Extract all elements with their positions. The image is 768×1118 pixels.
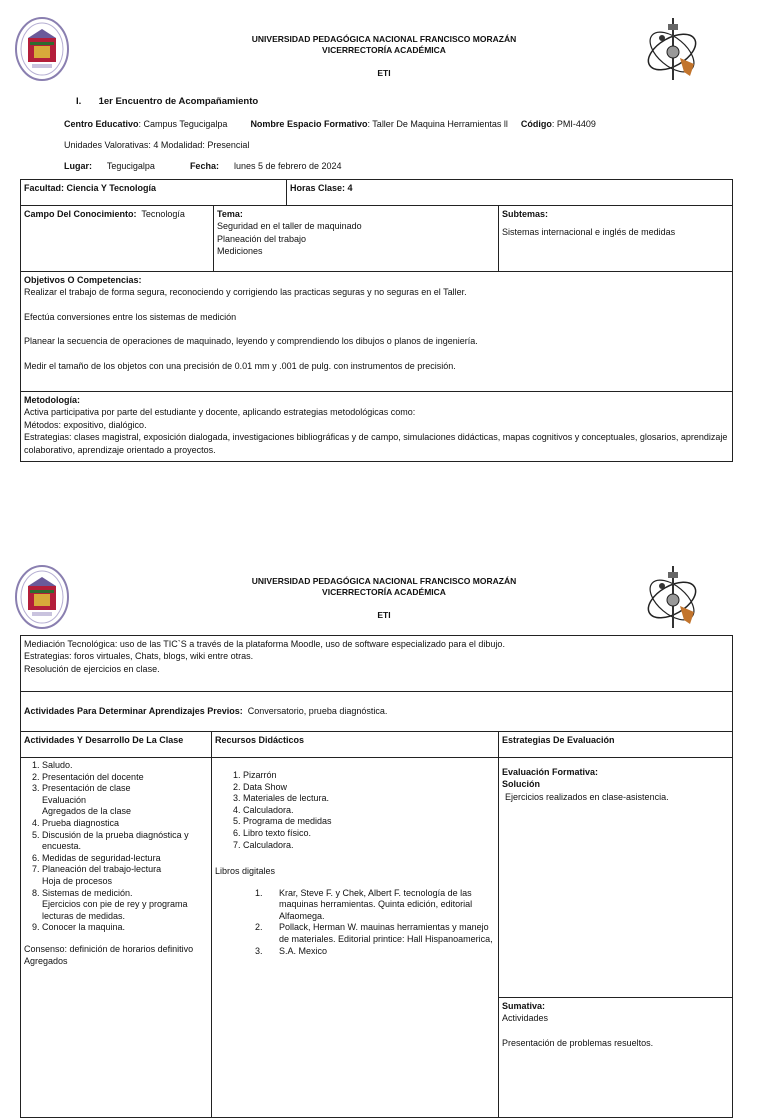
subtemas-cell: Subtemas: Sistemas internacional e inglés de medidas [499,206,733,272]
list-item: 3. S.A. Mexico [265,946,495,958]
eti-label: ETI [377,610,391,620]
info-line-3: Lugar: Tegucigalpa Fecha: lunes 5 de febrero de 2024 [64,161,342,171]
libros-list [215,888,495,958]
recursos-list [215,770,495,851]
list-item: 5. Programa de medidas [243,816,495,828]
section-title: 1er Encuentro de Acompañamiento [98,96,259,107]
list-item: 6. Medidas de seguridad-lectura [42,853,208,865]
list-item: 5. Discusión de la prueba diagnóstica y encuesta. [42,830,208,853]
col-header-evaluacion: Estrategias De Evaluación [499,732,733,758]
page-1 [0,0,768,470]
list-item: 2. Presentación del docente [42,772,208,784]
libros-label: Libros digitales [215,866,276,877]
page-2 [0,560,768,1048]
actividades-list [24,760,208,934]
list-item: 7. Calculadora. [243,840,495,852]
section-heading [76,96,258,109]
university-name: UNIVERSIDAD PEDAGÓGICA NACIONAL FRANCISCO MORAZÁN [251,576,517,586]
list-item: 4. Calculadora. [243,805,495,817]
eti-label: ETI [377,68,391,78]
list-item: 1. Pizarrón [243,770,495,782]
col-header-actividades: Actividades Y Desarrollo De La Clase [21,732,212,758]
col-header-recursos: Recursos Didácticos [212,732,499,758]
campo-cell: Campo Del Conocimiento: Tecnología [21,206,214,272]
mediacion-cell: Mediación Tecnológica: uso de las TIC`S a través de la plataforma Moodle, uso de software especializado para el dibujo. Estrategias: foros virtuales, Chats, blogs, wiki entre otras. Resolución de ejercicios en clase. [21,636,733,692]
recursos-cell [212,758,499,1118]
planning-table-1 [20,179,733,462]
tema-cell: Tema: Seguridad en el taller de maquinado Planeación del trabajo Mediciones [214,206,499,272]
university-name: UNIVERSIDAD PEDAGÓGICA NACIONAL FRANCISCO MORAZÁN [251,34,517,44]
list-item: 7. Planeación del trabajo-lectura Hoja de procesos [42,864,208,887]
machinery-logo-icon [640,14,704,84]
actividades-cell [21,758,212,1118]
section-number: I. [76,96,82,107]
list-item: 6. Libro texto físico. [243,828,495,840]
objetivos-cell: Objetivos O Competencias: Realizar el trabajo de forma segura, reconociendo y corrigiendo las practicas seguras y no seguras en el Taller. Efectúa conversiones entre los sistemas de medición Planear la secuencia de operaciones de maquinado, leyendo y comprendiendo los dibujos o planos de ingeniería. Medir el tamaño de los objetos con una precisión de 0.01 mm y .001 de pulg. con instrumentos de precisión. [21,272,733,392]
list-item: 4. Prueba diagnostica [42,818,208,830]
consenso-text: Consenso: definición de horarios definitivo Agregados [24,943,194,966]
formativa-cell: Evaluación Formativa: Solución Ejercicios realizados en clase-asistencia. [499,758,733,998]
list-item: 2. Data Show [243,782,495,794]
info-line-2: Unidades Valorativas: 4 Modalidad: Presencial [64,140,250,150]
list-item: 9. Conocer la maquina. [42,922,208,934]
previos-cell: Actividades Para Determinar Aprendizajes Previos: Conversatorio, prueba diagnóstica. [21,692,733,732]
planning-table-2 [20,635,733,1118]
list-item: 3. Presentación de clase Evaluación Agregados de la clase [42,783,208,818]
sumativa-cell: Sumativa: Actividades Presentación de problemas resueltos. [499,998,733,1118]
facultad-cell: Facultad: Ciencia Y Tecnología [21,180,287,206]
office-name: VICERRECTORÍA ACADÉMICA [322,587,446,597]
list-item: 2. Pollack, Herman W. mauinas herramientas y manejo de materiales. Editorial printice: Hall Hispanoamerica, [265,922,495,945]
info-line-1: Centro Educativo: Campus Tegucigalpa Nombre Espacio Formativo: Taller De Maquina Herramientas ll Código: PMI-4409 [64,119,596,129]
office-name: VICERRECTORÍA ACADÉMICA [322,45,446,55]
list-item: 1. Saludo. [42,760,208,772]
metodologia-cell: Metodología: Activa participativa por parte del estudiante y docente, aplicando estrategias metodológicas como: Métodos: expositivo, dialógico. Estrategias: clases magistral, exposición dialogada, investigaciones bibliográficas y de campo, simulaciones didácticas, mapas cognitivos y conceptuales, glosarios, aprendizaje colaborativo, aprendizaje orientado a proyectos. [21,392,733,462]
horas-cell: Horas Clase: 4 [287,180,733,206]
machinery-logo-icon [640,562,704,632]
list-item: 8. Sistemas de medición. Ejercicios con pie de rey y programa lecturas de medidas. [42,888,208,923]
list-item: 3. Materiales de lectura. [243,793,495,805]
list-item: 1. Krar, Steve F. y Chek, Albert F. tecnología de las maquinas herramientas. Quinta edición, editorial Alfaomega. [265,888,495,923]
